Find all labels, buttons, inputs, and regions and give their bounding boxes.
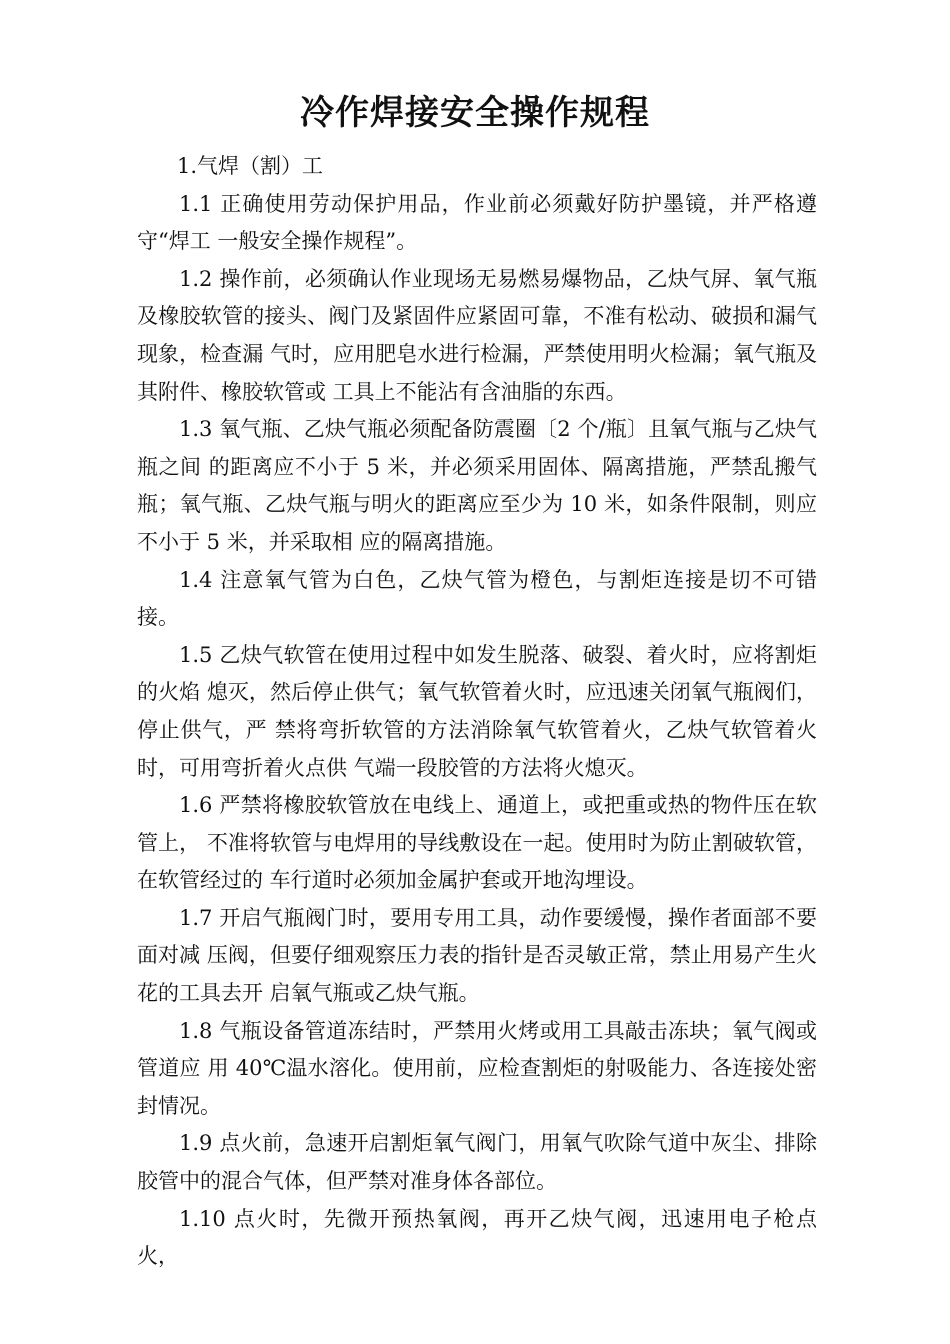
document-body (137, 148, 817, 1276)
section-heading: 1.气焊（割）工 (177, 154, 324, 178)
document-title: 冷作焊接安全操作规程 (300, 93, 650, 133)
paragraph-1-1: 1.1 正确使用劳动保护用品，作业前必须戴好防护墨镜，并严格遵守“焊工 一般安全操作规程”。 (137, 191, 817, 254)
paragraph-1-4: 1.4 注意氧气管为白色，乙炔气管为橙色，与割炬连接是切不可错接。 (137, 567, 817, 630)
paragraph-1-7: 1.7 开启气瓶阀门时，要用专用工具，动作要缓慢，操作者面部不要面对减 压阀，但要仔细观察压力表的指针是否灵敏正常，禁止用易产生火花的工具去开 启氧气瓶或乙炔气瓶。 (137, 905, 817, 1006)
paragraph-1-3: 1.3 氧气瓶、乙炔气瓶必须配备防震圈〔2 个/瓶〕且氧气瓶与乙炔气瓶之间 的距离应不小于 5 米，并必须采用固体、隔离措施，严禁乱搬气瓶；氧气瓶、乙炔气瓶与明火的距离应至少为 10 米，如条件限制，则应不小于 5 米，并采取相 应的隔离措施。 (137, 417, 817, 554)
paragraph-1-6: 1.6 严禁将橡胶软管放在电线上、通道上，或把重或热的物件压在软管上， 不准将软管与电焊用的导线敷设在一起。使用时为防止割破软管，在软管经过的 车行道时必须加金属护套或开地沟埋设。 (137, 793, 817, 893)
paragraph-1-8: 1.8 气瓶设备管道冻结时，严禁用火烤或用工具敲击冻块；氧气阀或管道应 用 40℃温水溶化。使用前，应检查割炬的射吸能力、各连接处密封情况。 (137, 1018, 817, 1118)
paragraph-1-9: 1.9 点火前，急速开启割炬氧气阀门，用氧气吹除气道中灰尘、排除胶管中的混合气体，但严禁对准身体各部位。 (137, 1131, 817, 1194)
paragraph-1-5: 1.5 乙炔气软管在使用过程中如发生脱落、破裂、着火时，应将割炬的火焰 熄灭，然后停止供气；氧气软管着火时，应迅速关闭氧气瓶阀们，停止供气，严 禁将弯折软管的方法消除氧气软管着火，乙炔气软管着火时，可用弯折着火点供 气端一段胶管的方法将火熄灭。 (137, 642, 817, 780)
paragraph-1-2: 1.2 操作前，必须确认作业现场无易燃易爆物品，乙炔气屏、氧气瓶及橡胶软管的接头、阀门及紧固件应紧固可靠，不准有松动、破损和漏气现象，检查漏 气时，应用肥皂水进行检漏，严禁使用明火检漏；氧气瓶及其附件、橡胶软管或 工具上不能沾有含油脂的东西。 (137, 266, 817, 404)
paragraph-1-10: 1.10 点火时，先微开预热氧阀，再开乙炔气阀，迅速用电子枪点火， (137, 1206, 817, 1269)
